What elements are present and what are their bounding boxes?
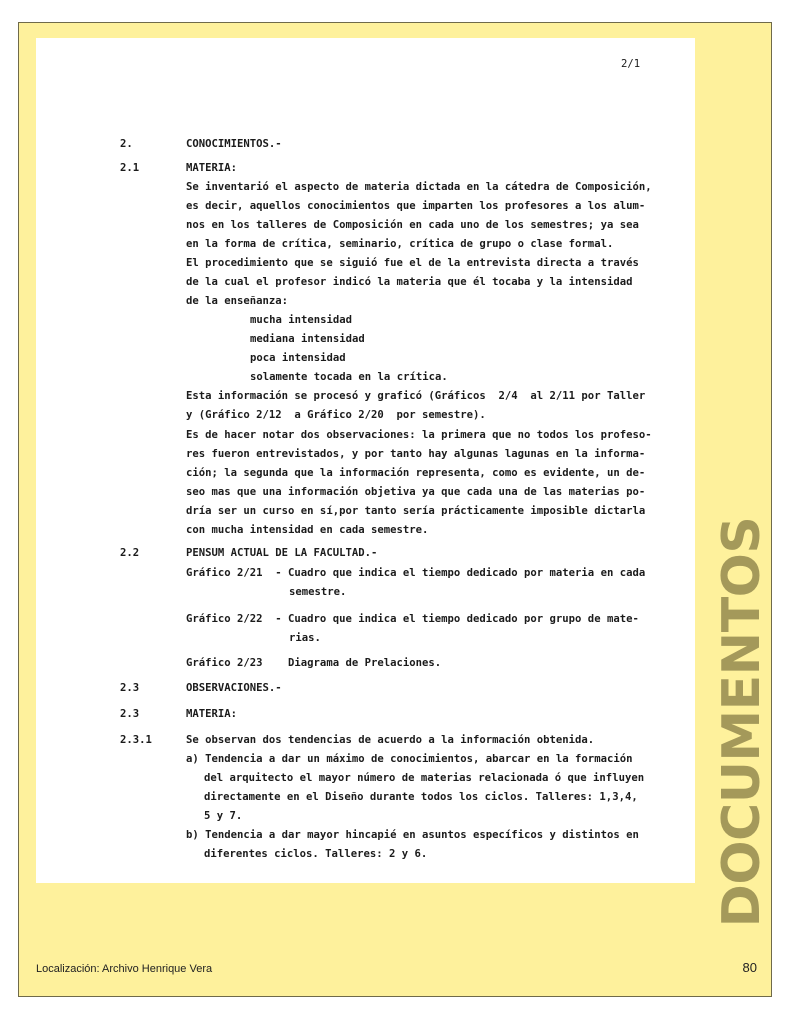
text-line: Es de hacer notar dos observaciones: la primera que no todos los profeso-	[186, 429, 652, 441]
text-line: b) Tendencia a dar mayor hincapié en asuntos específicos y distintos en	[186, 829, 639, 841]
list-item: mediana intensidad	[250, 333, 365, 345]
text-line: y (Gráfico 2/12 a Gráfico 2/20 por semestre).	[186, 409, 486, 421]
section-number: 2.2	[120, 547, 140, 559]
text-line: diferentes ciclos. Talleres: 2 y 6.	[204, 848, 428, 860]
text-line: rias.	[289, 632, 321, 644]
text-line: nos en los talleres de Composición en cada uno de los semestres; ya sea	[186, 219, 639, 231]
sidebar-title-text: DOCUMENTOS	[712, 516, 772, 928]
text-line: dría ser un curso en sí,por tanto sería prácticamente imposible dictarla	[186, 505, 646, 517]
text-line: es decir, aquellos conocimientos que imparten los profesores a los alum-	[186, 200, 646, 212]
text-line: a) Tendencia a dar un máximo de conocimientos, abarcar en la formación	[186, 753, 633, 765]
text-line: en la forma de crítica, seminario, crítica de grupo o clase formal.	[186, 238, 614, 250]
text-line: Esta información se procesó y graficó (Gráficos 2/4 al 2/11 por Taller	[186, 390, 646, 402]
sidebar-title	[712, 516, 772, 928]
text-line: de la enseñanza:	[186, 295, 289, 307]
list-item: mucha intensidad	[250, 314, 353, 326]
section-heading: CONOCIMIENTOS.-	[186, 138, 282, 150]
text-line: El procedimiento que se siguió fue el de la entrevista directa a través	[186, 257, 639, 269]
section-number: 2.1	[120, 162, 140, 174]
text-line: Gráfico 2/23 Diagrama de Prelaciones.	[186, 657, 442, 669]
document-page-number: 2/1	[621, 58, 641, 70]
section-heading: MATERIA:	[186, 708, 238, 720]
text-line: directamente en el Diseño durante todos los ciclos. Talleres: 1,3,4,	[204, 791, 638, 803]
text-line: res fueron entrevistados, y por tanto hay algunas lagunas en la informa-	[186, 448, 646, 460]
list-item: solamente tocada en la crítica.	[250, 371, 448, 383]
text-line: ción; la segunda que la información representa, como es evidente, un de-	[186, 467, 646, 479]
section-number: 2.3	[120, 682, 140, 694]
text-line: Gráfico 2/22 - Cuadro que indica el tiempo dedicado por grupo de mate-	[186, 613, 639, 625]
text-line: Se observan dos tendencias de acuerdo a la información obtenida.	[186, 734, 595, 746]
text-line: 5 y 7.	[204, 810, 243, 822]
section-heading: PENSUM ACTUAL DE LA FACULTAD.-	[186, 547, 378, 559]
text-line: de la cual el profesor indicó la materia que él tocaba y la intensidad	[186, 276, 633, 288]
text-line: Se inventarió el aspecto de materia dictada en la cátedra de Composición,	[186, 181, 652, 193]
section-heading: MATERIA:	[186, 162, 238, 174]
text-line: seo mas que una información objetiva ya que cada una de las materias po-	[186, 486, 646, 498]
section-number: 2.	[120, 138, 133, 150]
text-line: con mucha intensidad en cada semestre.	[186, 524, 429, 536]
list-item: poca intensidad	[250, 352, 346, 364]
footer-page-number: 80	[742, 960, 757, 975]
text-line: semestre.	[289, 586, 347, 598]
section-number: 2.3	[120, 708, 140, 720]
section-number: 2.3.1	[120, 734, 152, 746]
text-line: Gráfico 2/21 - Cuadro que indica el tiempo dedicado por materia en cada	[186, 567, 646, 579]
footer-location: Localización: Archivo Henrique Vera	[36, 963, 213, 975]
section-heading: OBSERVACIONES.-	[186, 682, 282, 694]
document-scan	[36, 38, 695, 883]
text-line: del arquitecto el mayor número de materias relacionada ó que influyen	[204, 772, 645, 784]
